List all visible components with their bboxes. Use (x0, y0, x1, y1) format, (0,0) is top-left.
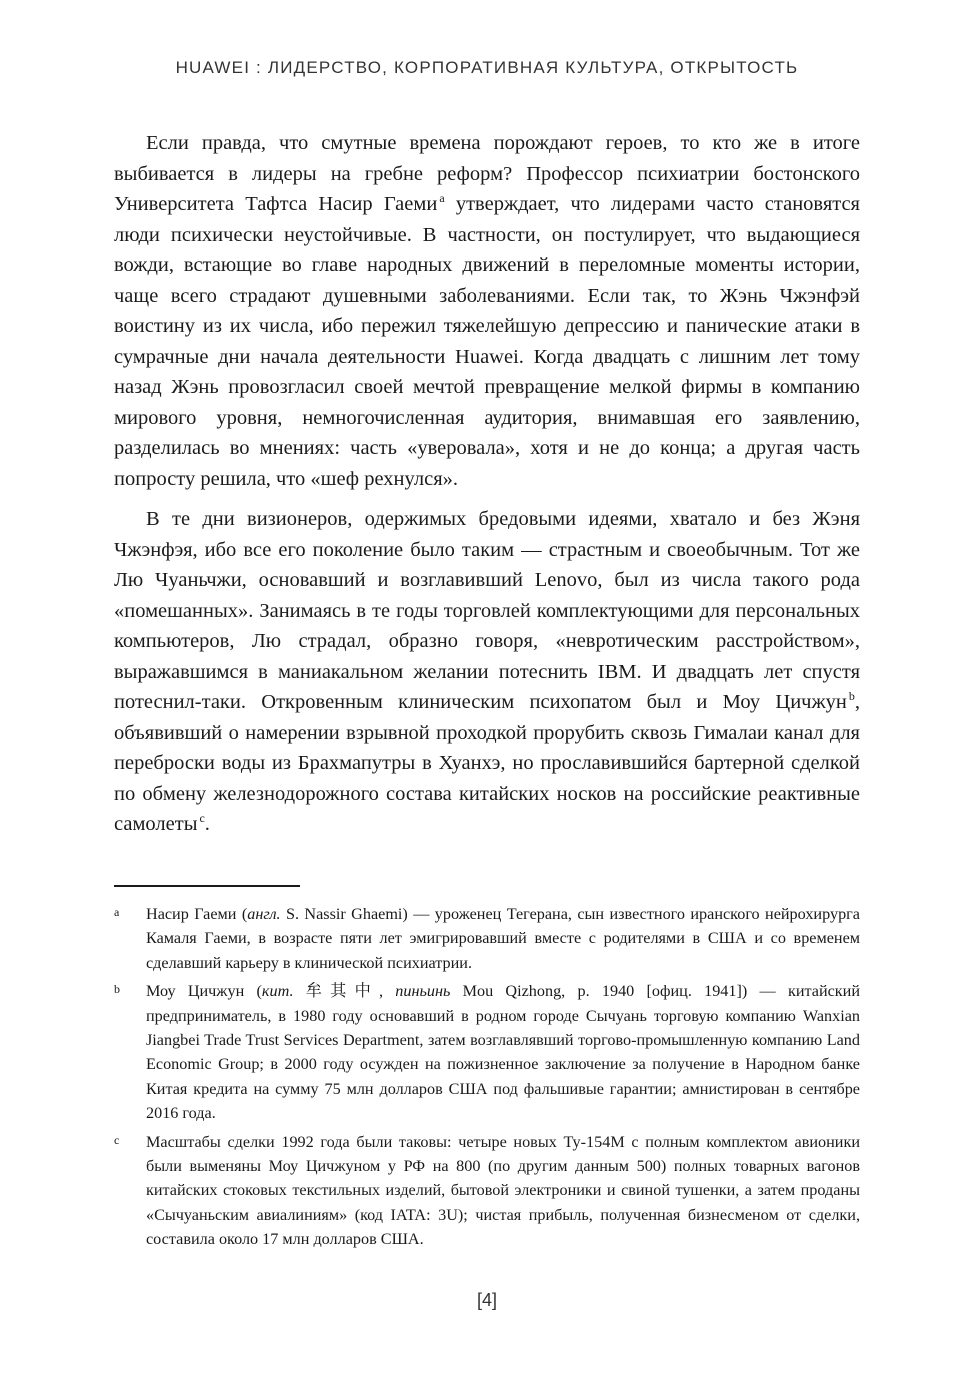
paragraph-1-text-end: утверждает, что лидерами часто становятся люди психически неустойчивые. В частности, он постулирует, что выдающиеся вожди, встающие во главе народных движений в переломные моменты истории, чаще всего страдают душевными заболеваниями. Если так, то Жэнь Чжэнфэй воистину из их числа, ибо пережил тяжелейшую депрессию и панические атаки в сумрачные дни начала деятельности Huawei. Когда двадцать с лишним лет тому назад Жэнь провозгласил своей мечтой превращение мелкой фирмы в компанию мирового уровня, немногочисленная аудитория, внимавшая его заявлению, разделилась во мнениях: часть «уверовала», хотя и не до конца; а другая часть попросту решила, что «шеф рехнулся». (114, 193, 860, 490)
main-text (114, 128, 860, 840)
footnote-text-part: 牟其中, (293, 982, 396, 1001)
paragraph-2 (114, 504, 860, 840)
footnote-mark: b (114, 982, 120, 997)
footnote-b (114, 979, 860, 1125)
footnote-mark: c (114, 1132, 120, 1147)
footnote-text-part: Масштабы сделки 1992 года были таковы: четыре новых Ту-154М с полным комплектом авионики были выменяны Моу Цичжуном у РФ на 800 (по другим данным 500) полных товарных вагонов китайских стоковых текстильных изделий, бытовой электроники и свиной тушенки, а затем проданы «Сычуаньским авиалиниям» (код IATA: 3U); чистая прибыль, полученная бизнесменом от сделки, составила около 17 млн долларов США. (146, 1132, 860, 1249)
paragraph-1-text-start: Если правда, что смутные времена порождают героев, то кто же в итоге выбивается в лидеры на гребне реформ? Профессор психиатрии бостонского Университета Тафтса Насир Гаеми (114, 132, 860, 215)
footnote-text-part: S. Nassir Ghaemi) — уроженец Тегерана, сын известного иранского нейрохирурга Камаля Гаеми, в возрасте пяти лет эмигрировавший вместе с родителями в США и со временем сделавший карьеру в клинической психиатрии. (146, 905, 860, 972)
footnote-language-label: кит. (261, 982, 294, 1001)
footnote-mark: a (114, 905, 120, 919)
footnote-text (146, 979, 860, 1125)
footnotes (114, 902, 860, 1256)
footnote-ref-b[interactable]: b (848, 689, 855, 704)
footnote-c (114, 1130, 860, 1252)
footnote-a (114, 902, 860, 975)
page-number: [4] (476, 1290, 497, 1310)
paragraph-2-text-start: В те дни визионеров, одержимых бредовыми идеями, хватало и без Жэня Чжэнфэя, ибо все его поколение было таким — страстным и своеобычным. Тот же Лю Чуаньчжи, основавший и возглавивший Lenovo, был из числа такого рода «помешанных». Занимаясь в те годы торговлей комплектующими для персональных компьютеров, Лю страдал, образно говоря, «невротическим расстройством», выражавшимся в маниакальном желании потеснить IBM. И двадцать лет спустя потеснил-таки. Откровенным клиническим психопатом был и Моу Цичжун (114, 508, 860, 713)
footnote-language-label: пиньинь (395, 982, 451, 1001)
footnote-text-part: Моу Цичжун ( (146, 982, 262, 1001)
paragraph-2-text-end: . (204, 813, 210, 835)
footnote-text-part: Насир Гаеми ( (146, 905, 248, 923)
footnote-separator (114, 885, 300, 887)
footnote-text (146, 902, 860, 975)
footnote-ref-a[interactable]: a (439, 191, 445, 206)
footnote-text (146, 1130, 860, 1252)
footnote-ref-c[interactable]: c (199, 811, 205, 826)
running-head: HUAWEI : ЛИДЕРСТВО, КОРПОРАТИВНАЯ КУЛЬТУРА, ОТКРЫТОСТЬ (175, 58, 799, 77)
footnote-language-label: англ. (247, 905, 281, 923)
paragraph-1 (114, 128, 860, 494)
paragraph-2-text-middle: , объявивший о намерении взрывной проходкой прорубить сквозь Гималаи канал для переброски воды из Брахмапутры в Хуанхэ, но прославившийся бартерной сделкой по обмену железнодорожного состава китайских носков на российские реактивные самолеты (114, 691, 860, 835)
footnote-text-part: Mou Qizhong, р. 1940 [офиц. 1941]) — китайский предприниматель, в 1980 году основавший в родном городе Сычуань торговую компанию Wanxian Jiangbei Trade Trust Services Department, затем возглавлявший торгово-промышленную компанию Land Economic Group; в 2000 году осужден на пожизненное заключение за получение в Народном банке Китая кредита на сумму 75 млн долларов США под фальшивые гарантии; амнистирован в сентябре 2016 года. (146, 982, 860, 1123)
